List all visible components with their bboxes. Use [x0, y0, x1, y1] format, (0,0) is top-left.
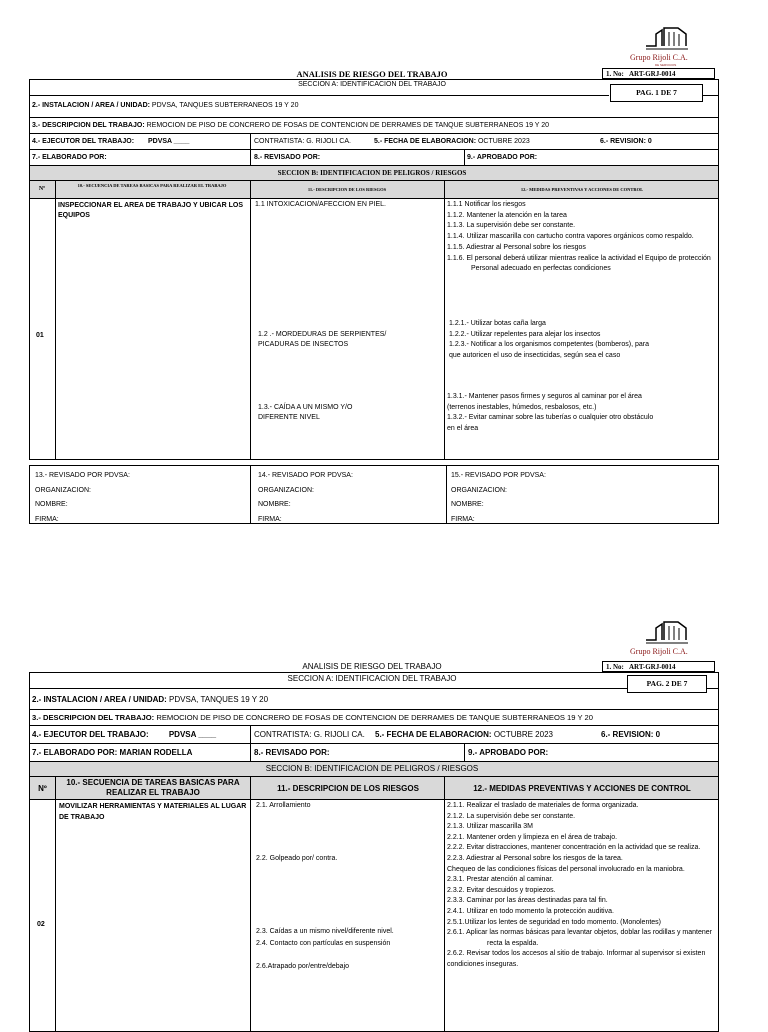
risk-2: 1.2 .- MORDEDURAS DE SERPIENTES/ PICADURAS DE INSECTOS: [258, 331, 387, 348]
description-label: 3.- DESCRIPCION DEL TRABAJO:: [32, 713, 155, 722]
executor-value: PDVSA ____: [168, 730, 217, 739]
building-logo-icon: [644, 620, 690, 646]
installation-value: PDVSA, TANQUES 19 Y 20: [169, 695, 269, 704]
contractor-field: CONTRATISTA: G. RIJOLI CA.: [254, 730, 365, 739]
col-risk-header: 11.- DESCRIPCION DE LOS RIESGOS: [277, 784, 419, 793]
date-label: 5.- FECHA DE ELABORACION:: [374, 138, 477, 145]
section-b-title: SECCION B: IDENTIFICACION DE PELIGROS / RIESGOS: [265, 764, 479, 773]
measure-1-1-2: 1.1.2. Mantener la atención en la tarea: [447, 211, 567, 219]
signoff-reviewed-label: 15.- REVISADO POR PDVSA:: [451, 472, 546, 479]
doc-number-box: [602, 68, 715, 79]
doc-number-label: 1. No:: [606, 663, 624, 671]
measure-2-2-2: 2.2.2. Evitar distracciones, mantener concentración en la actividad que se realiza.: [447, 844, 701, 852]
doc-number-label: 1. No:: [606, 70, 624, 78]
risk-1: 2.1. Arrollamiento: [256, 802, 311, 809]
building-logo-icon: [644, 26, 690, 52]
measure-check: Chequeo de las condiciones físicas del personal involucrado en la maniobra.: [447, 865, 685, 873]
signoff-sign-label: FIRMA:: [35, 515, 59, 523]
risk-4: 2.4. Contacto con partículas en suspensión: [256, 940, 391, 947]
date-value: OCTUBRE 2023: [493, 730, 553, 739]
measure-2-1-2: 2.1.2. La supervisión debe ser constante.: [447, 812, 576, 820]
executor-row: [32, 730, 216, 740]
installation-label: 2.- INSTALACION / AREA / UNIDAD:: [32, 695, 167, 704]
measure-1-2-2: 1.2.2.- Utilizar repelentes para alejar los insectos: [449, 330, 601, 338]
measure-2-3-2: 2.3.2. Evitar descuidos y tropiezos.: [447, 886, 556, 894]
measure-1-2-3: 1.2.3.- Notificar a los organismos competentes (bomberos), para que autoricen el uso de insecticidas, según sea el caso: [449, 341, 649, 360]
company-name: Grupo Rijoli C.A.: [630, 53, 688, 62]
approved-field: 9.- APROBADO POR:: [468, 748, 549, 757]
measures-group-2: [449, 319, 661, 362]
measure-2-3-3: 2.3.3. Caminar por las áreas destinadas para tal fin.: [447, 897, 608, 905]
installation-row: [32, 695, 268, 705]
signoff-name-label: NOMBRE:: [258, 501, 291, 508]
doc-number-value: ART-GRJ-0014: [629, 70, 676, 78]
description-row: [32, 122, 549, 130]
col-measures-header: 12.- MEDIDAS PREVENTIVAS Y ACCIONES DE CONTROL: [473, 784, 691, 793]
signoff-sign-label: FIRMA:: [451, 515, 475, 523]
measure-2-1-3: 2.1.3. Utilizar mascarilla 3M: [447, 823, 533, 831]
measure-2-5-1: 2.5.1.Utilizar los lentes de seguridad en todo momento. (Monolentes): [447, 918, 662, 926]
measure-1-2-1: 1.2.1.- Utilizar botas caña larga: [449, 320, 546, 327]
description-row: [32, 713, 593, 723]
measure-2-3-1: 2.3.1. Prestar atención al caminar.: [447, 876, 554, 884]
section-a-title: SECCION A: IDENTIFICACION DEL TRABAJO: [298, 81, 446, 88]
measure-1-1-6: 1.1.6. El personal deberá utilizar mientras realice la actividad el Equipo de protección Personal adecuado en perfectas condiciones: [447, 254, 711, 273]
col-no-header: Nº: [38, 784, 47, 793]
executor-label: 4.- EJECUTOR DEL TRABAJO:: [32, 138, 135, 145]
risk-3: 2.3. Caídas a un mismo nivel/diferente nivel.: [256, 928, 394, 935]
section-b-title: SECCION B: IDENTIFICACION DE PELIGROS / RIESGOS: [277, 169, 467, 177]
risk-2: 2.2. Golpeado por/ contra.: [256, 855, 338, 862]
measures-list: [447, 801, 717, 971]
executor-value: PDVSA ____: [148, 138, 190, 145]
signoff-reviewed-label: 13.- REVISADO POR PDVSA:: [35, 472, 130, 479]
form-title: ANALISIS DE RIESGO DEL TRABAJO: [302, 662, 442, 671]
risk-1: 1.1 INTOXICACION/AFECCION EN PIEL.: [255, 201, 386, 208]
date-value: OCTUBRE 2023: [477, 138, 530, 145]
row-number: 02: [37, 921, 45, 928]
date-row: [375, 730, 553, 740]
date-label: 5.- FECHA DE ELABORACION:: [375, 730, 492, 739]
elaborated-field: 7.- ELABORADO POR: MARIAN RODELLA: [32, 748, 193, 757]
col-no-header: Nº: [38, 186, 46, 192]
col-task-header: 10.- SECUENCIA DE TAREAS BASICAS PARA REALIZAR EL TRABAJO: [77, 183, 227, 188]
section-a-title: SECCION A: IDENTIFICACION DEL TRABAJO: [287, 674, 457, 683]
measures-group-1: [447, 200, 715, 275]
signoff-org-label: ORGANIZACION:: [35, 486, 92, 494]
form-title: ANALISIS DE RIESGO DEL TRABAJO: [296, 69, 448, 79]
executor-label: 4.- EJECUTOR DEL TRABAJO:: [32, 730, 149, 739]
page-number: PAG. 2 DE 7: [627, 675, 707, 693]
description-value: REMOCION DE PISO DE CONCRERO DE FOSAS DE CONTENCION DE DERRAMES DE TANQUE SUBTERRANEOS 19 Y 20: [156, 713, 593, 722]
signoff-org-label: ORGANIZACION:: [258, 486, 315, 494]
doc-number-box: [602, 661, 715, 672]
signoff-name-label: NOMBRE:: [451, 501, 484, 508]
signoff-name-label: NOMBRE:: [35, 501, 68, 508]
signoff-sign-label: FIRMA:: [258, 515, 282, 523]
signoff-table: [29, 465, 719, 524]
measure-1-3-1: 1.3.1.- Mantener pasos firmes y seguros al caminar por el área (terrenos inestables, húmedos, resbalosos, etc.): [447, 393, 642, 411]
signoff-reviewed-label: 14.- REVISADO POR PDVSA:: [258, 472, 353, 479]
col-task-header: 10.- SECUENCIA DE TAREAS BASICAS PARA REALIZAR EL TRABAJO: [66, 778, 240, 797]
row-number: 01: [36, 332, 44, 339]
signoff-block-14: [258, 469, 353, 527]
description-label: 3.- DESCRIPCION DEL TRABAJO:: [32, 122, 145, 129]
installation-value: PDVSA, TANQUES SUBTERRANEOS 19 Y 20: [151, 102, 299, 109]
measure-2-2-3: 2.2.3. Adiestrar al Personal sobre los riesgos de la tarea.: [447, 854, 623, 862]
installation-row: [32, 102, 298, 110]
measure-1-1-1: 1.1.1 Notificar los riesgos: [447, 201, 526, 208]
measure-1-1-4: 1.1.4. Utilizar mascarilla con cartucho contra vapores orgánicos como respaldo.: [447, 233, 694, 241]
measure-2-4-1: 2.4.1. Utilizar en todo momento la protección auditiva.: [447, 907, 614, 915]
risk-5: 2.6.Atrapado por/entre/debajo: [256, 963, 350, 970]
company-name: Grupo Rijoli C.A.: [630, 647, 688, 656]
risk-3: 1.3.- CAÍDA A UN MISMO Y/O DIFERENTE NIVEL: [258, 404, 353, 421]
doc-number-value: ART-GRJ-0014: [629, 663, 676, 671]
measure-2-6-2: 2.6.2. Revisar todos los accesos al sitio de trabajo. Informar al supervisor si existen condiciones inseguras.: [447, 950, 706, 968]
description-value: REMOCION DE PISO DE CONCRERO DE FOSAS DE CONTENCION DE DERRAMES DE TANQUE SUBTERRANEOS 19 Y 20: [146, 122, 550, 129]
measure-1-3-2: 1.3.2.- Evitar caminar sobre las tuberías o cualquier otro obstáculo en el área: [447, 414, 654, 433]
reviewed-field: 8.- REVISADO POR:: [254, 154, 321, 161]
revision-field: 6.- REVISION: 0: [600, 138, 652, 145]
date-row: [374, 138, 530, 146]
revision-field: 6.- REVISION: 0: [601, 730, 661, 739]
measures-group-3: [447, 392, 659, 435]
reviewed-field: 8.- REVISADO POR:: [254, 748, 330, 757]
task-description: INSPECCIONAR EL AREA DE TRABAJO Y UBICAR LOS EQUIPOS: [58, 202, 244, 219]
executor-row: [32, 138, 189, 146]
signoff-block-15: [451, 469, 546, 527]
measure-1-1-5: 1.1.5. Adiestrar al Personal sobre los riesgos: [447, 243, 586, 251]
elaborated-field: 7.- ELABORADO POR:: [32, 154, 107, 161]
signoff-block-13: [35, 469, 130, 527]
measure-2-2-1: 2.2.1. Mantener orden y limpieza en el área de trabajo.: [447, 833, 618, 841]
measure-1-1-3: 1.1.3. La supervisión debe ser constante.: [447, 222, 576, 230]
col-risk-header: 11.- DESCRIPCION DE LOS RIESGOS: [307, 187, 387, 192]
contractor-field: CONTRATISTA: G. RIJOLI CA.: [254, 138, 351, 145]
installation-label: 2.- INSTALACION / AREA / UNIDAD:: [32, 102, 150, 109]
form-page-2: [0, 612, 768, 1024]
task-description: MOVILIZAR HERRAMIENTAS Y MATERIALES AL LUGAR DE TRABAJO: [59, 803, 247, 821]
approved-field: 9.- APROBADO POR:: [467, 154, 538, 161]
company-subtitle: DE SERVICIOS: [655, 63, 677, 67]
measure-2-1-1: 2.1.1. Realizar el traslado de materiales de forma organizada.: [447, 802, 639, 809]
signoff-org-label: ORGANIZACION:: [451, 486, 508, 494]
page-number: PAG. 1 DE 7: [610, 84, 703, 102]
col-measures-header: 12.- MEDIDAS PREVENTIVAS Y ACCIONES DE CONTROL: [520, 187, 644, 192]
measure-2-6-1: 2.6.1. Aplicar las normas básicas para levantar objetos, doblar las rodillas y mantener recta la espalda.: [447, 929, 712, 947]
